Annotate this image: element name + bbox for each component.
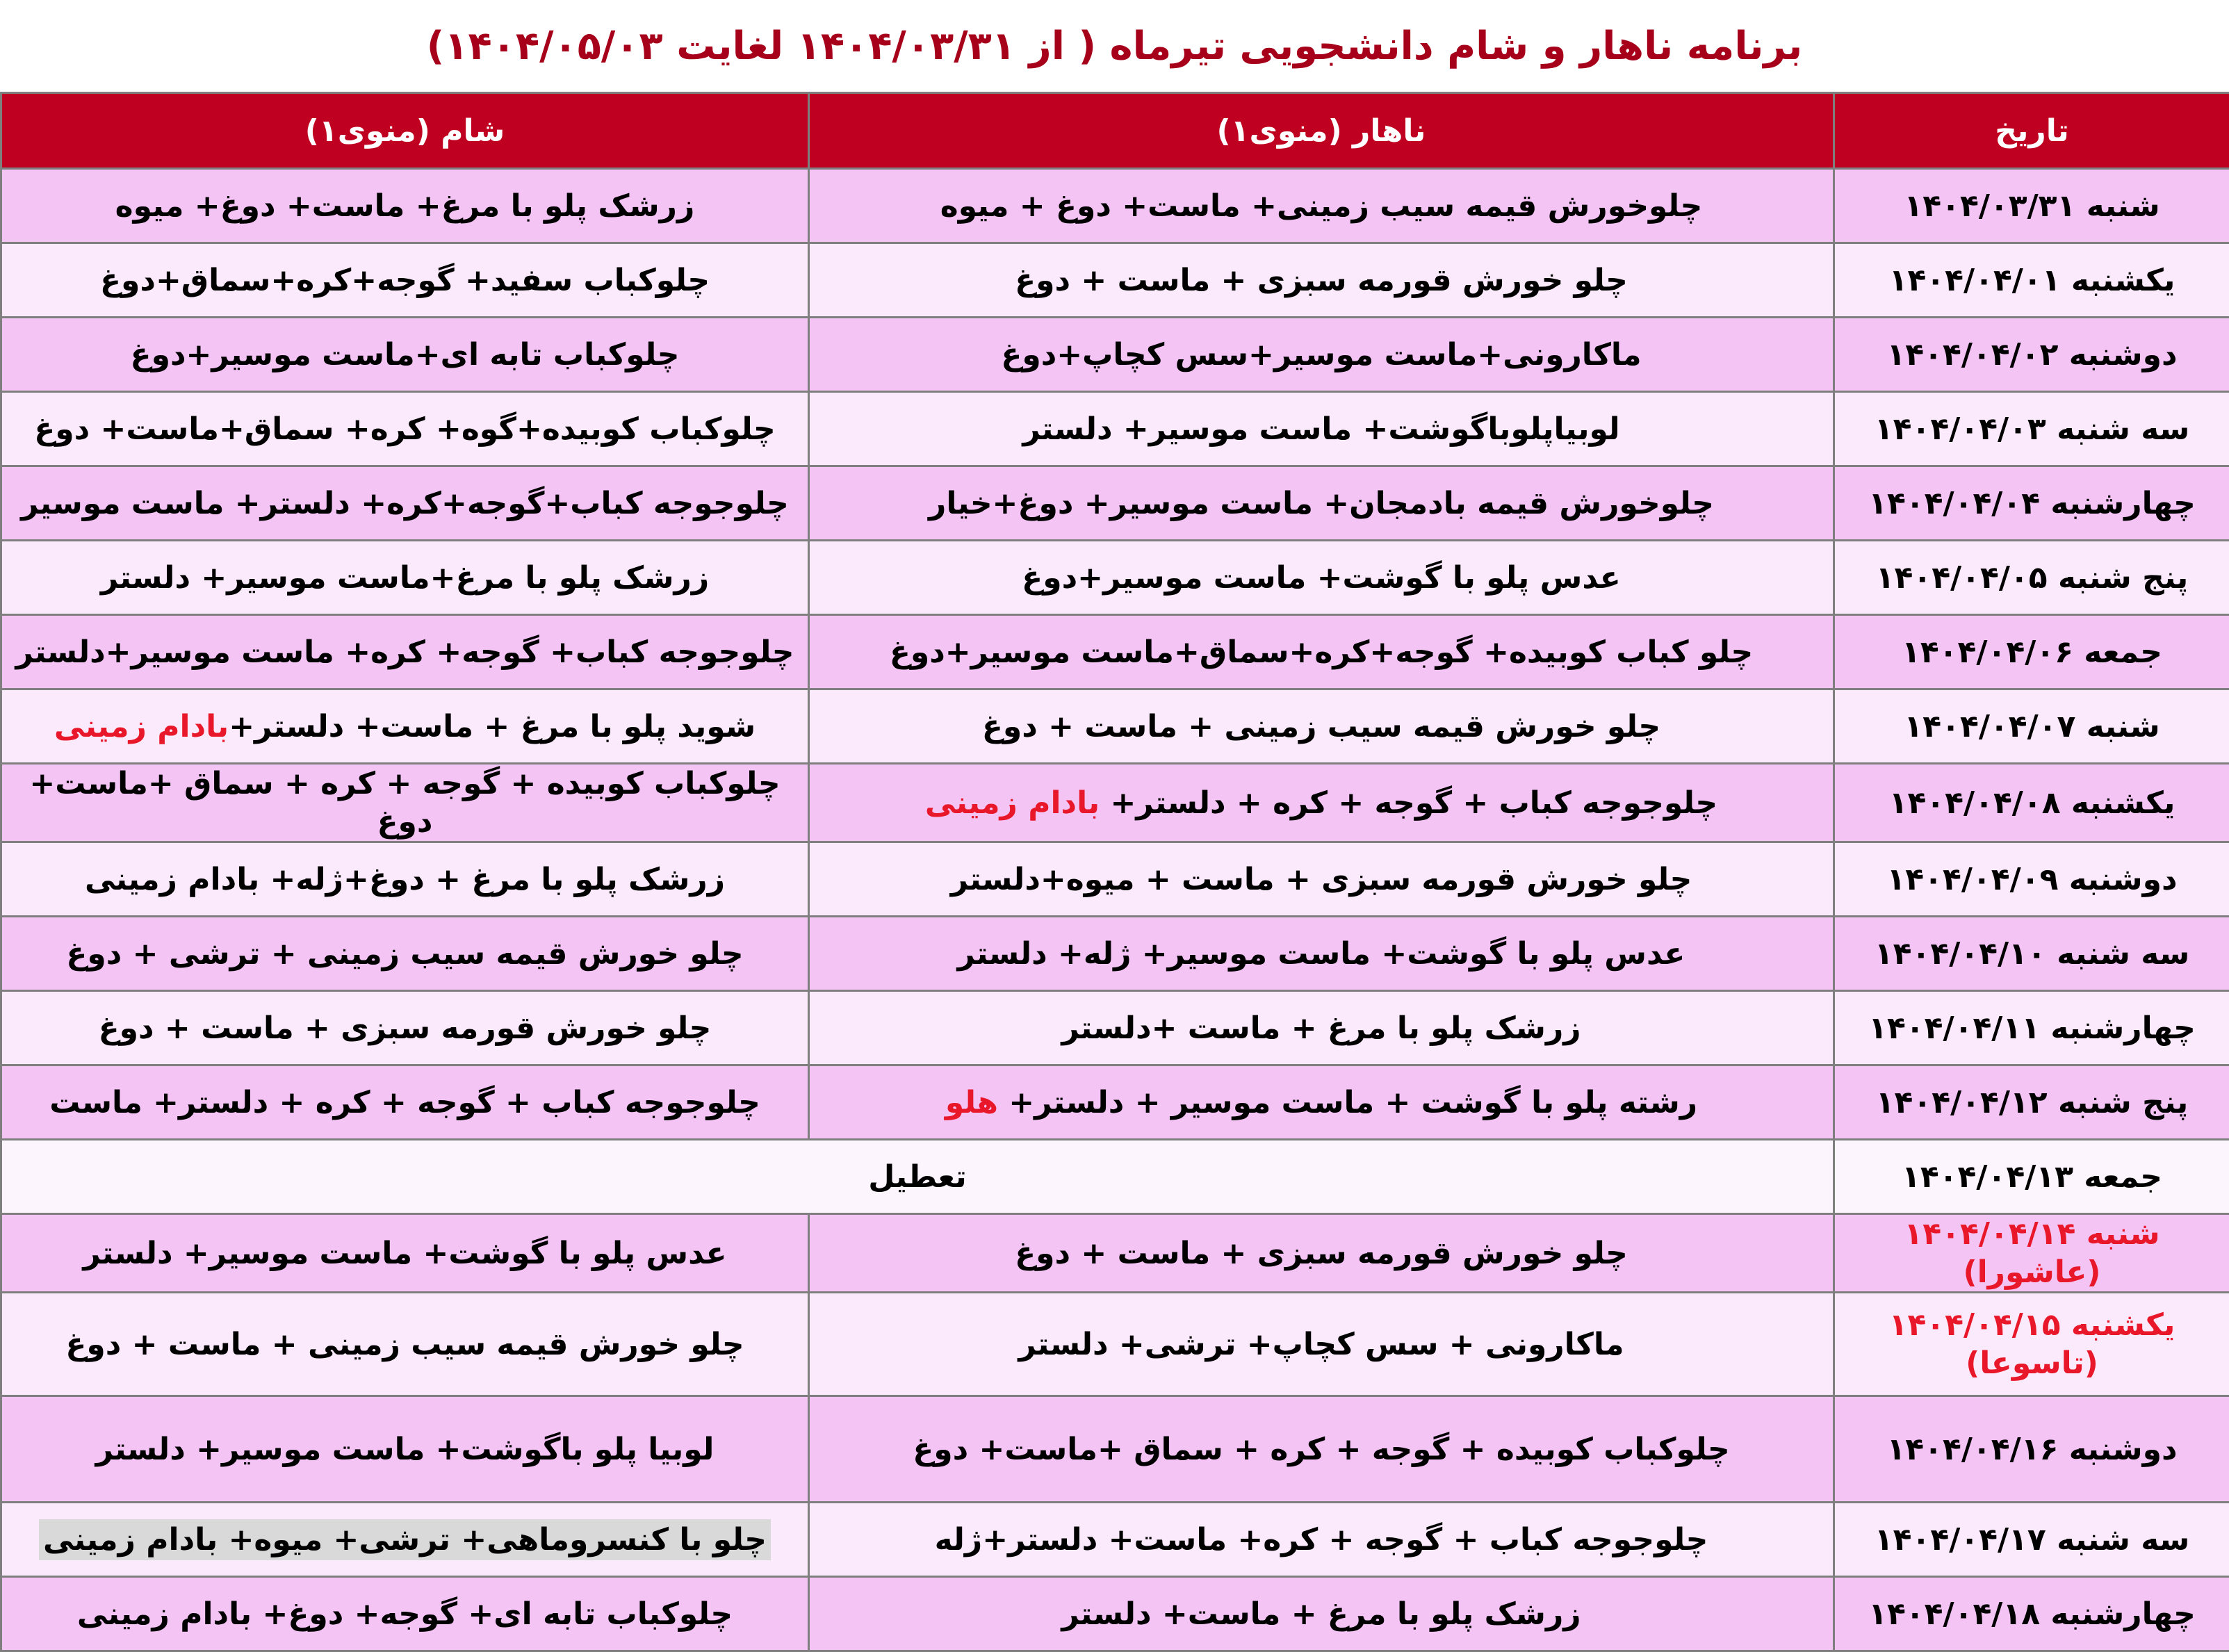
- lunch-cell: عدس پلو با گوشت+ ماست موسیر+ ژله+ دلستر: [809, 917, 1834, 991]
- lunch-cell: ماکارونی+ماست موسیر+سس کچاپ+دوغ: [809, 318, 1834, 392]
- dinner-text: شوید پلو با مرغ + ماست+ دلستر+: [229, 709, 756, 744]
- date-cell: جمعه ۱۴۰۴/۰۴/۱۳: [1834, 1140, 2229, 1214]
- dinner-cell: [1, 689, 809, 764]
- dinner-cell: چلوجوجه کباب + گوجه + کره + دلستر+ ماست: [1, 1065, 809, 1140]
- table-row: [1, 917, 2229, 991]
- holiday-cell: تعطیل: [1, 1140, 1834, 1214]
- lunch-cell: چلو کباب کوبیده+ گوجه+کره+سماق+ماست موسیر+دوغ: [809, 615, 1834, 689]
- table-row-holiday: [1, 1140, 2229, 1214]
- dinner-text: چلو با کنسروماهی+ ترشی+ میوه+ بادام زمینی: [39, 1519, 771, 1560]
- lunch-highlight-text: هلو: [945, 1085, 998, 1120]
- date-cell: یکشنبه ۱۴۰۴/۰۴/۱۵ (تاسوعا): [1834, 1293, 2229, 1396]
- lunch-cell: چلوجوجه کباب + گوجه + کره+ ماست+ دلستر+ژله: [809, 1503, 1834, 1577]
- dinner-cell: زرشک پلو با مرغ + دوغ+ژله+ بادام زمینی: [1, 842, 809, 917]
- page-title: برنامه ناهار و شام دانشجویی تیرماه ( از ۱۴۰۴/۰۳/۳۱ لغایت ۱۴۰۴/۰۵/۰۳): [0, 0, 2229, 92]
- table-row: [1, 615, 2229, 689]
- lunch-text: چلوجوجه کباب + گوجه + کره + دلستر+: [1110, 785, 1717, 821]
- date-cell: پنج شنبه ۱۴۰۴/۰۴/۰۵: [1834, 541, 2229, 615]
- lunch-cell: چلوکباب کوبیده + گوجه + کره + سماق +ماست+ دوغ: [809, 1396, 1834, 1503]
- table-row: [1, 689, 2229, 764]
- lunch-cell: زرشک پلو با مرغ + ماست+ دلستر: [809, 1577, 1834, 1651]
- table-row: [1, 1577, 2229, 1651]
- menu-table: [0, 92, 2229, 1652]
- lunch-cell: چلو خورش قورمه سبزی + ماست + میوه+دلستر: [809, 842, 1834, 917]
- table-row: [1, 1214, 2229, 1293]
- table-row: [1, 541, 2229, 615]
- date-cell: سه شنبه ۱۴۰۴/۰۴/۱۷: [1834, 1503, 2229, 1577]
- dinner-cell: چلو خورش قیمه سیب زمینی + ترشی + دوغ: [1, 917, 809, 991]
- dinner-cell: چلوکباب تابه ای+ گوجه+ دوغ+ بادام زمینی: [1, 1577, 809, 1651]
- table-row: [1, 392, 2229, 466]
- dinner-cell: چلوکباب تابه ای+ماست موسیر+دوغ: [1, 318, 809, 392]
- table-row: [1, 1065, 2229, 1140]
- table-row: [1, 169, 2229, 243]
- lunch-cell: چلوخورش قیمه سیب زمینی+ ماست+ دوغ + میوه: [809, 169, 1834, 243]
- header-dinner: شام (منوی۱): [1, 93, 809, 169]
- dinner-cell: چلوکباب کوبیده+گوه+ کره+ سماق+ماست+ دوغ: [1, 392, 809, 466]
- table-row: [1, 318, 2229, 392]
- date-cell: پنج شنبه ۱۴۰۴/۰۴/۱۲: [1834, 1065, 2229, 1140]
- dinner-cell: چلوجوجه کباب+گوجه+کره+ دلستر+ ماست موسیر: [1, 466, 809, 541]
- dinner-cell: زرشک پلو با مرغ+ ماست+ دوغ+ میوه: [1, 169, 809, 243]
- lunch-cell: [809, 764, 1834, 842]
- date-cell: دوشنبه ۱۴۰۴/۰۴/۰۹: [1834, 842, 2229, 917]
- date-cell: چهارشنبه ۱۴۰۴/۰۴/۱۸: [1834, 1577, 2229, 1651]
- date-cell: سه شنبه ۱۴۰۴/۰۴/۱۰: [1834, 917, 2229, 991]
- table-row: [1, 842, 2229, 917]
- header-lunch: ناهار (منوی۱): [809, 93, 1834, 169]
- lunch-cell: چلوخورش قیمه بادمجان+ ماست موسیر+ دوغ+خیار: [809, 466, 1834, 541]
- lunch-cell: ماکارونی + سس کچاپ+ ترشی+ دلستر: [809, 1293, 1834, 1396]
- lunch-cell: چلو خورش قورمه سبزی + ماست + دوغ: [809, 1214, 1834, 1293]
- dinner-cell: چلو خورش قیمه سیب زمینی + ماست + دوغ: [1, 1293, 809, 1396]
- date-cell: جمعه ۱۴۰۴/۰۴/۰۶: [1834, 615, 2229, 689]
- dinner-cell: چلوجوجه کباب+ گوجه+ کره+ ماست موسیر+دلستر: [1, 615, 809, 689]
- dinner-cell: چلو خورش قورمه سبزی + ماست + دوغ: [1, 991, 809, 1065]
- lunch-cell: عدس پلو با گوشت+ ماست موسیر+دوغ: [809, 541, 1834, 615]
- date-cell: یکشنبه ۱۴۰۴/۰۴/۰۸: [1834, 764, 2229, 842]
- lunch-cell: زرشک پلو با مرغ + ماست +دلستر: [809, 991, 1834, 1065]
- date-cell: چهارشنبه ۱۴۰۴/۰۴/۰۴: [1834, 466, 2229, 541]
- lunch-cell: چلو خورش قورمه سبزی + ماست + دوغ: [809, 243, 1834, 318]
- date-cell: دوشنبه ۱۴۰۴/۰۴/۱۶: [1834, 1396, 2229, 1503]
- table-row: [1, 991, 2229, 1065]
- header-row: [1, 93, 2229, 169]
- dinner-highlight-text: بادام زمینی: [54, 709, 229, 744]
- table-row: [1, 243, 2229, 318]
- date-cell: دوشنبه ۱۴۰۴/۰۴/۰۲: [1834, 318, 2229, 392]
- dinner-cell: عدس پلو با گوشت+ ماست موسیر+ دلستر: [1, 1214, 809, 1293]
- lunch-cell: لوبیاپلوباگوشت+ ماست موسیر+ دلستر: [809, 392, 1834, 466]
- lunch-highlight-text: بادام زمینی: [925, 785, 1111, 821]
- table-row: [1, 466, 2229, 541]
- date-cell: شنبه ۱۴۰۴/۰۴/۱۴ (عاشورا): [1834, 1214, 2229, 1293]
- lunch-cell: چلو خورش قیمه سیب زمینی + ماست + دوغ: [809, 689, 1834, 764]
- header-date: تاریخ: [1834, 93, 2229, 169]
- dinner-cell: چلوکباب کوبیده + گوجه + کره + سماق +ماست+ دوغ: [1, 764, 809, 842]
- table-row: [1, 1293, 2229, 1396]
- lunch-cell: [809, 1065, 1834, 1140]
- table-row: [1, 1396, 2229, 1503]
- date-cell: شنبه ۱۴۰۴/۰۴/۰۷: [1834, 689, 2229, 764]
- date-cell: سه شنبه ۱۴۰۴/۰۴/۰۳: [1834, 392, 2229, 466]
- dinner-cell: [1, 1503, 809, 1577]
- dinner-cell: چلوکباب سفید+ گوجه+کره+سماق+دوغ: [1, 243, 809, 318]
- date-cell: چهارشنبه ۱۴۰۴/۰۴/۱۱: [1834, 991, 2229, 1065]
- table-row: [1, 764, 2229, 842]
- table-row: [1, 1503, 2229, 1577]
- lunch-text: رشته پلو با گوشت + ماست موسیر + دلستر+: [998, 1085, 1697, 1120]
- date-cell: یکشنبه ۱۴۰۴/۰۴/۰۱: [1834, 243, 2229, 318]
- date-cell: شنبه ۱۴۰۴/۰۳/۳۱: [1834, 169, 2229, 243]
- dinner-cell: زرشک پلو با مرغ+ماست موسیر+ دلستر: [1, 541, 809, 615]
- dinner-cell: لوبیا پلو باگوشت+ ماست موسیر+ دلستر: [1, 1396, 809, 1503]
